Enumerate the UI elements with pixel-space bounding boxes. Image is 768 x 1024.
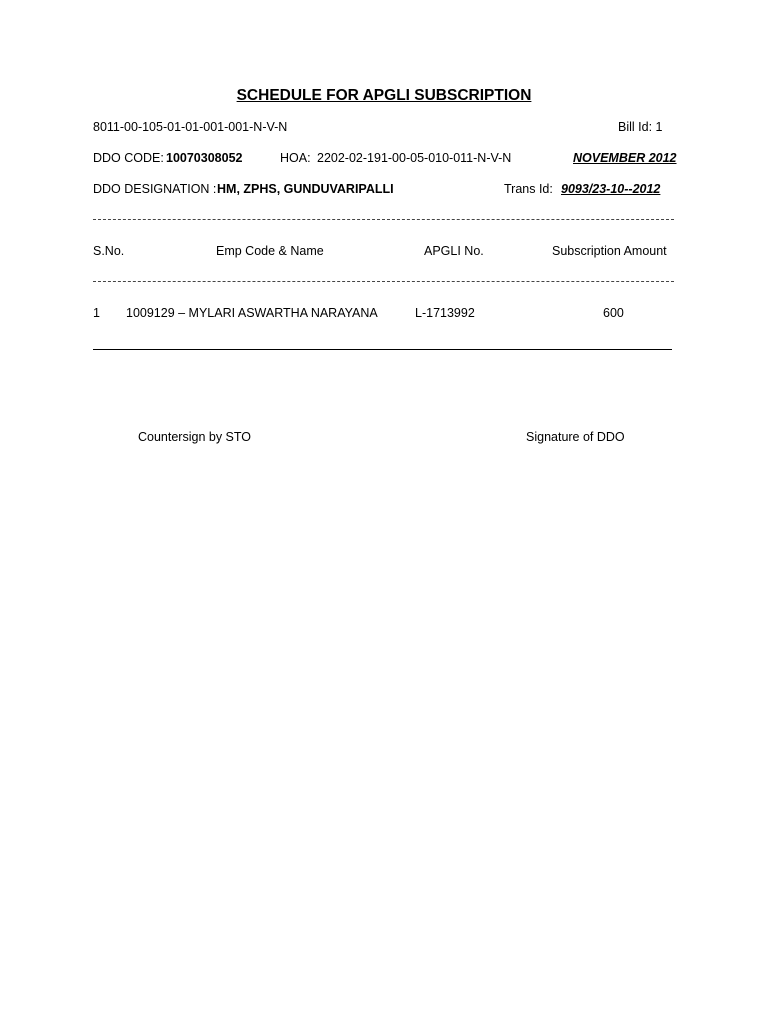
- trans-id-value: 9093/23-10--2012: [561, 182, 661, 196]
- bill-id: Bill Id: 1: [618, 120, 663, 134]
- page-title: SCHEDULE FOR APGLI SUBSCRIPTION: [236, 87, 532, 104]
- header-subscription-amount: Subscription Amount: [552, 244, 667, 258]
- account-code: 8011-00-105-01-01-001-001-N-V-N: [93, 120, 288, 134]
- ddo-code-value: 10070308052: [166, 151, 243, 165]
- dashed-separator-top: [93, 219, 674, 220]
- header-sno: S.No.: [93, 244, 125, 258]
- hoa-value: 2202-02-191-00-05-010-011-N-V-N: [317, 151, 512, 165]
- trans-id-label: Trans Id:: [504, 182, 553, 196]
- countersign-label: Countersign by STO: [138, 430, 252, 444]
- total-rule: [93, 349, 672, 350]
- dashed-separator-header: [93, 281, 674, 282]
- row-apgli-no: L-1713992: [415, 306, 475, 320]
- row-amount: 600: [603, 306, 624, 320]
- header-apgli-no: APGLI No.: [424, 244, 484, 258]
- ddo-designation-value: HM, ZPHS, GUNDUVARIPALLI: [217, 182, 394, 196]
- hoa-label: HOA:: [280, 151, 311, 165]
- ddo-code-label: DDO CODE:: [93, 151, 164, 165]
- ddo-designation-label: DDO DESIGNATION :: [93, 182, 217, 196]
- row-emp-code-name: 1009129 – MYLARI ASWARTHA NARAYANA: [126, 306, 378, 320]
- month-label: NOVEMBER 2012: [573, 151, 677, 165]
- row-sno: 1: [93, 306, 100, 320]
- signature-label: Signature of DDO: [526, 430, 625, 444]
- header-emp-code-name: Emp Code & Name: [216, 244, 324, 258]
